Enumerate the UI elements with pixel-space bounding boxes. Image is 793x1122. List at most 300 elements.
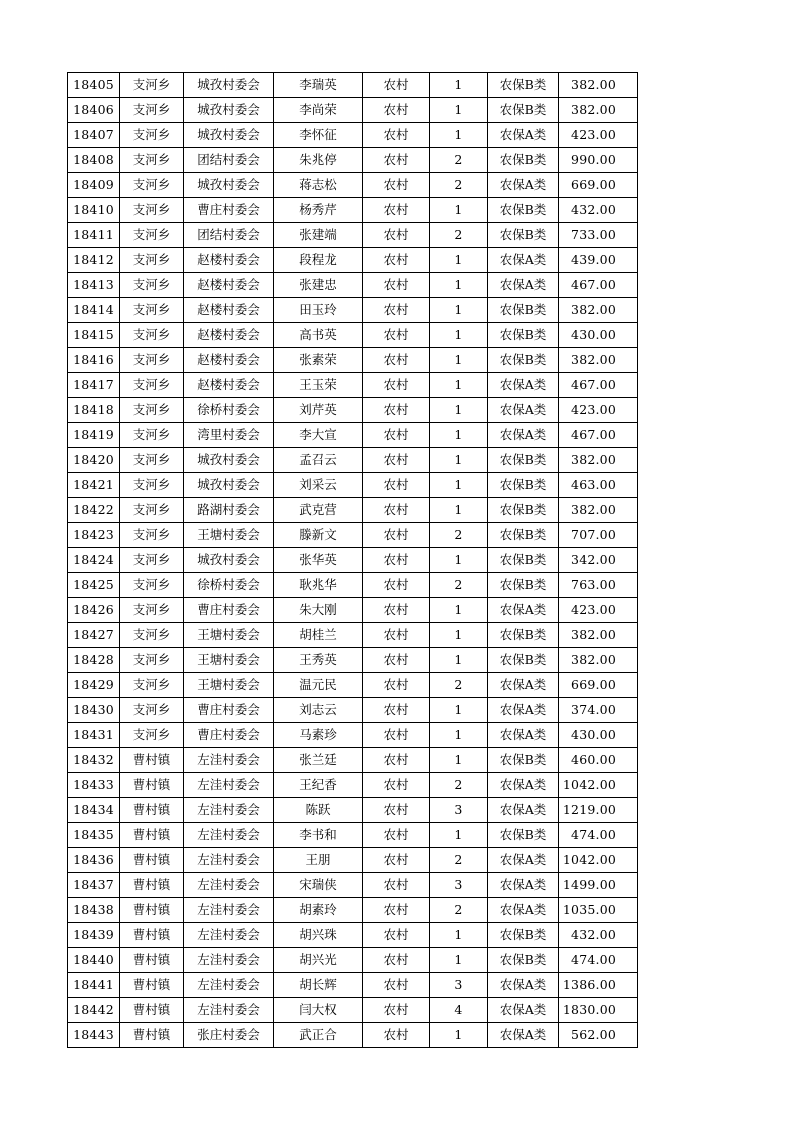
residence-type-cell: 农村 (363, 798, 430, 823)
table-row (68, 823, 638, 848)
residence-type-cell: 农村 (363, 548, 430, 573)
household-count-cell: 1 (430, 423, 488, 448)
person-name-cell: 胡兴珠 (274, 923, 363, 948)
person-name-cell: 高书英 (274, 323, 363, 348)
insurance-category-cell: 农保A类 (488, 773, 559, 798)
residence-type-cell: 农村 (363, 723, 430, 748)
record-number-cell: 18420 (68, 448, 120, 473)
residence-type-cell: 农村 (363, 948, 430, 973)
amount-cell: 463.00 (559, 473, 638, 498)
village-committee-cell: 左洼村委会 (184, 798, 274, 823)
person-name-cell: 王玉荣 (274, 373, 363, 398)
township-cell: 支河乡 (120, 398, 184, 423)
residence-type-cell: 农村 (363, 523, 430, 548)
table-row (68, 373, 638, 398)
insurance-category-cell: 农保A类 (488, 698, 559, 723)
record-number-cell: 18437 (68, 873, 120, 898)
amount-cell: 1386.00 (559, 973, 638, 998)
residence-type-cell: 农村 (363, 873, 430, 898)
township-cell: 曹村镇 (120, 798, 184, 823)
record-number-cell: 18421 (68, 473, 120, 498)
township-cell: 支河乡 (120, 473, 184, 498)
record-number-cell: 18434 (68, 798, 120, 823)
record-number-cell: 18422 (68, 498, 120, 523)
table-row (68, 648, 638, 673)
township-cell: 支河乡 (120, 73, 184, 98)
township-cell: 支河乡 (120, 548, 184, 573)
record-number-cell: 18443 (68, 1023, 120, 1048)
person-name-cell: 王朋 (274, 848, 363, 873)
household-count-cell: 1 (430, 248, 488, 273)
household-count-cell: 1 (430, 823, 488, 848)
record-number-cell: 18431 (68, 723, 120, 748)
person-name-cell: 张素荣 (274, 348, 363, 373)
household-count-cell: 1 (430, 348, 488, 373)
township-cell: 曹村镇 (120, 973, 184, 998)
insurance-category-cell: 农保A类 (488, 848, 559, 873)
table-row (68, 623, 638, 648)
person-name-cell: 李大宣 (274, 423, 363, 448)
insurance-category-cell: 农保A类 (488, 123, 559, 148)
residence-type-cell: 农村 (363, 598, 430, 623)
township-cell: 支河乡 (120, 723, 184, 748)
village-committee-cell: 王塘村委会 (184, 523, 274, 548)
person-name-cell: 马素珍 (274, 723, 363, 748)
amount-cell: 1219.00 (559, 798, 638, 823)
residence-type-cell: 农村 (363, 248, 430, 273)
record-number-cell: 18428 (68, 648, 120, 673)
residence-type-cell: 农村 (363, 223, 430, 248)
record-number-cell: 18413 (68, 273, 120, 298)
village-committee-cell: 城孜村委会 (184, 448, 274, 473)
residence-type-cell: 农村 (363, 473, 430, 498)
township-cell: 支河乡 (120, 373, 184, 398)
village-committee-cell: 徐桥村委会 (184, 573, 274, 598)
table-row (68, 173, 638, 198)
amount-cell: 1830.00 (559, 998, 638, 1023)
insurance-category-cell: 农保A类 (488, 173, 559, 198)
village-committee-cell: 赵楼村委会 (184, 323, 274, 348)
amount-cell: 763.00 (559, 573, 638, 598)
record-number-cell: 18425 (68, 573, 120, 598)
township-cell: 支河乡 (120, 673, 184, 698)
insurance-category-cell: 农保B类 (488, 548, 559, 573)
person-name-cell: 滕新文 (274, 523, 363, 548)
insurance-category-cell: 农保A类 (488, 798, 559, 823)
residence-type-cell: 农村 (363, 573, 430, 598)
village-committee-cell: 城孜村委会 (184, 73, 274, 98)
amount-cell: 467.00 (559, 273, 638, 298)
township-cell: 支河乡 (120, 298, 184, 323)
residence-type-cell: 农村 (363, 123, 430, 148)
insurance-category-cell: 农保A类 (488, 273, 559, 298)
insurance-category-cell: 农保B类 (488, 198, 559, 223)
township-cell: 支河乡 (120, 698, 184, 723)
record-number-cell: 18426 (68, 598, 120, 623)
village-committee-cell: 赵楼村委会 (184, 248, 274, 273)
residence-type-cell: 农村 (363, 848, 430, 873)
amount-cell: 423.00 (559, 123, 638, 148)
township-cell: 支河乡 (120, 498, 184, 523)
household-count-cell: 1 (430, 498, 488, 523)
village-committee-cell: 左洼村委会 (184, 998, 274, 1023)
village-committee-cell: 团结村委会 (184, 223, 274, 248)
amount-cell: 423.00 (559, 598, 638, 623)
amount-cell: 1035.00 (559, 898, 638, 923)
village-committee-cell: 左洼村委会 (184, 973, 274, 998)
household-count-cell: 3 (430, 798, 488, 823)
amount-cell: 474.00 (559, 823, 638, 848)
record-number-cell: 18432 (68, 748, 120, 773)
township-cell: 支河乡 (120, 323, 184, 348)
residence-type-cell: 农村 (363, 323, 430, 348)
insurance-category-cell: 农保B类 (488, 623, 559, 648)
person-name-cell: 耿兆华 (274, 573, 363, 598)
village-committee-cell: 城孜村委会 (184, 98, 274, 123)
village-committee-cell: 团结村委会 (184, 148, 274, 173)
household-count-cell: 1 (430, 648, 488, 673)
household-count-cell: 1 (430, 273, 488, 298)
person-name-cell: 张兰廷 (274, 748, 363, 773)
person-name-cell: 胡桂兰 (274, 623, 363, 648)
person-name-cell: 田玉玲 (274, 298, 363, 323)
household-count-cell: 2 (430, 848, 488, 873)
insurance-category-cell: 农保A类 (488, 998, 559, 1023)
amount-cell: 430.00 (559, 323, 638, 348)
table-row (68, 673, 638, 698)
insurance-category-cell: 农保A类 (488, 898, 559, 923)
household-count-cell: 3 (430, 873, 488, 898)
township-cell: 支河乡 (120, 523, 184, 548)
person-name-cell: 蒋志松 (274, 173, 363, 198)
household-count-cell: 1 (430, 123, 488, 148)
township-cell: 支河乡 (120, 173, 184, 198)
residence-type-cell: 农村 (363, 423, 430, 448)
insurance-category-cell: 农保B类 (488, 348, 559, 373)
residence-type-cell: 农村 (363, 823, 430, 848)
residence-type-cell: 农村 (363, 898, 430, 923)
household-count-cell: 3 (430, 973, 488, 998)
person-name-cell: 胡长辉 (274, 973, 363, 998)
table-row (68, 1023, 638, 1048)
table-row (68, 473, 638, 498)
village-committee-cell: 王塘村委会 (184, 673, 274, 698)
person-name-cell: 张华英 (274, 548, 363, 573)
record-number-cell: 18408 (68, 148, 120, 173)
insurance-category-cell: 农保B类 (488, 148, 559, 173)
township-cell: 支河乡 (120, 423, 184, 448)
table-row (68, 273, 638, 298)
village-committee-cell: 左洼村委会 (184, 848, 274, 873)
amount-cell: 669.00 (559, 673, 638, 698)
insurance-category-cell: 农保A类 (488, 873, 559, 898)
amount-cell: 467.00 (559, 373, 638, 398)
insurance-category-cell: 农保A类 (488, 423, 559, 448)
residence-type-cell: 农村 (363, 298, 430, 323)
amount-cell: 439.00 (559, 248, 638, 273)
amount-cell: 1499.00 (559, 873, 638, 898)
household-count-cell: 1 (430, 398, 488, 423)
insurance-category-cell: 农保A类 (488, 1023, 559, 1048)
household-count-cell: 1 (430, 723, 488, 748)
amount-cell: 669.00 (559, 173, 638, 198)
household-count-cell: 1 (430, 323, 488, 348)
household-count-cell: 4 (430, 998, 488, 1023)
record-number-cell: 18419 (68, 423, 120, 448)
household-count-cell: 2 (430, 673, 488, 698)
person-name-cell: 胡兴光 (274, 948, 363, 973)
village-committee-cell: 赵楼村委会 (184, 348, 274, 373)
amount-cell: 342.00 (559, 548, 638, 573)
record-number-cell: 18418 (68, 398, 120, 423)
person-name-cell: 朱兆停 (274, 148, 363, 173)
household-count-cell: 1 (430, 548, 488, 573)
township-cell: 支河乡 (120, 273, 184, 298)
residence-type-cell: 农村 (363, 648, 430, 673)
table-row (68, 798, 638, 823)
record-number-cell: 18439 (68, 923, 120, 948)
residence-type-cell: 农村 (363, 273, 430, 298)
person-name-cell: 杨秀芹 (274, 198, 363, 223)
insurance-category-cell: 农保B类 (488, 748, 559, 773)
table-row (68, 498, 638, 523)
record-number-cell: 18442 (68, 998, 120, 1023)
household-count-cell: 1 (430, 948, 488, 973)
table-row (68, 873, 638, 898)
village-committee-cell: 赵楼村委会 (184, 373, 274, 398)
household-count-cell: 2 (430, 773, 488, 798)
record-number-cell: 18436 (68, 848, 120, 873)
amount-cell: 432.00 (559, 923, 638, 948)
household-count-cell: 1 (430, 1023, 488, 1048)
household-count-cell: 1 (430, 98, 488, 123)
record-number-cell: 18412 (68, 248, 120, 273)
township-cell: 曹村镇 (120, 823, 184, 848)
insurance-category-cell: 农保B类 (488, 448, 559, 473)
township-cell: 支河乡 (120, 448, 184, 473)
household-count-cell: 1 (430, 298, 488, 323)
table-row (68, 423, 638, 448)
person-name-cell: 段程龙 (274, 248, 363, 273)
table-row (68, 973, 638, 998)
insurance-category-cell: 农保B类 (488, 498, 559, 523)
table-row (68, 698, 638, 723)
household-count-cell: 1 (430, 598, 488, 623)
township-cell: 曹村镇 (120, 748, 184, 773)
amount-cell: 1042.00 (559, 848, 638, 873)
amount-cell: 374.00 (559, 698, 638, 723)
insurance-category-cell: 农保B类 (488, 73, 559, 98)
amount-cell: 430.00 (559, 723, 638, 748)
insurance-category-cell: 农保B类 (488, 948, 559, 973)
amount-cell: 467.00 (559, 423, 638, 448)
household-count-cell: 1 (430, 73, 488, 98)
insurance-category-cell: 农保B类 (488, 573, 559, 598)
household-count-cell: 2 (430, 573, 488, 598)
table-row (68, 948, 638, 973)
table-row (68, 548, 638, 573)
record-number-cell: 18414 (68, 298, 120, 323)
insurance-category-cell: 农保A类 (488, 598, 559, 623)
township-cell: 曹村镇 (120, 848, 184, 873)
insurance-category-cell: 农保B类 (488, 823, 559, 848)
residence-type-cell: 农村 (363, 448, 430, 473)
record-number-cell: 18411 (68, 223, 120, 248)
roster-body (68, 73, 638, 1048)
village-committee-cell: 曹庄村委会 (184, 698, 274, 723)
village-committee-cell: 路湖村委会 (184, 498, 274, 523)
household-count-cell: 1 (430, 198, 488, 223)
record-number-cell: 18415 (68, 323, 120, 348)
village-committee-cell: 曹庄村委会 (184, 598, 274, 623)
table-row (68, 398, 638, 423)
township-cell: 支河乡 (120, 223, 184, 248)
person-name-cell: 闫大权 (274, 998, 363, 1023)
amount-cell: 382.00 (559, 348, 638, 373)
village-committee-cell: 左洼村委会 (184, 898, 274, 923)
person-name-cell: 朱大刚 (274, 598, 363, 623)
residence-type-cell: 农村 (363, 73, 430, 98)
table-row (68, 348, 638, 373)
township-cell: 支河乡 (120, 623, 184, 648)
household-count-cell: 2 (430, 523, 488, 548)
amount-cell: 423.00 (559, 398, 638, 423)
township-cell: 曹村镇 (120, 773, 184, 798)
record-number-cell: 18424 (68, 548, 120, 573)
household-count-cell: 1 (430, 373, 488, 398)
amount-cell: 707.00 (559, 523, 638, 548)
amount-cell: 382.00 (559, 73, 638, 98)
village-committee-cell: 张庄村委会 (184, 1023, 274, 1048)
village-committee-cell: 曹庄村委会 (184, 723, 274, 748)
residence-type-cell: 农村 (363, 773, 430, 798)
record-number-cell: 18427 (68, 623, 120, 648)
township-cell: 曹村镇 (120, 873, 184, 898)
insurance-category-cell: 农保B类 (488, 223, 559, 248)
village-committee-cell: 城孜村委会 (184, 173, 274, 198)
record-number-cell: 18409 (68, 173, 120, 198)
insurance-category-cell: 农保A类 (488, 248, 559, 273)
record-number-cell: 18416 (68, 348, 120, 373)
residence-type-cell: 农村 (363, 673, 430, 698)
household-count-cell: 1 (430, 448, 488, 473)
insurance-category-cell: 农保B类 (488, 298, 559, 323)
household-count-cell: 1 (430, 748, 488, 773)
amount-cell: 382.00 (559, 648, 638, 673)
amount-cell: 562.00 (559, 1023, 638, 1048)
township-cell: 支河乡 (120, 598, 184, 623)
table-row (68, 148, 638, 173)
record-number-cell: 18441 (68, 973, 120, 998)
village-committee-cell: 城孜村委会 (184, 548, 274, 573)
residence-type-cell: 农村 (363, 998, 430, 1023)
record-number-cell: 18429 (68, 673, 120, 698)
table-row (68, 248, 638, 273)
person-name-cell: 李怀征 (274, 123, 363, 148)
record-number-cell: 18438 (68, 898, 120, 923)
village-committee-cell: 湾里村委会 (184, 423, 274, 448)
township-cell: 支河乡 (120, 648, 184, 673)
residence-type-cell: 农村 (363, 923, 430, 948)
table-row (68, 723, 638, 748)
person-name-cell: 陈跃 (274, 798, 363, 823)
table-row (68, 598, 638, 623)
person-name-cell: 胡素玲 (274, 898, 363, 923)
village-committee-cell: 徐桥村委会 (184, 398, 274, 423)
village-committee-cell: 曹庄村委会 (184, 198, 274, 223)
residence-type-cell: 农村 (363, 198, 430, 223)
village-committee-cell: 左洼村委会 (184, 948, 274, 973)
amount-cell: 474.00 (559, 948, 638, 973)
insurance-category-cell: 农保A类 (488, 973, 559, 998)
residence-type-cell: 农村 (363, 698, 430, 723)
amount-cell: 382.00 (559, 448, 638, 473)
person-name-cell: 刘采云 (274, 473, 363, 498)
person-name-cell: 刘芹英 (274, 398, 363, 423)
residence-type-cell: 农村 (363, 98, 430, 123)
table-row (68, 448, 638, 473)
village-committee-cell: 左洼村委会 (184, 873, 274, 898)
amount-cell: 432.00 (559, 198, 638, 223)
record-number-cell: 18433 (68, 773, 120, 798)
township-cell: 支河乡 (120, 348, 184, 373)
table-row (68, 198, 638, 223)
village-committee-cell: 左洼村委会 (184, 923, 274, 948)
household-count-cell: 1 (430, 473, 488, 498)
village-committee-cell: 左洼村委会 (184, 773, 274, 798)
table-row (68, 523, 638, 548)
person-name-cell: 温元民 (274, 673, 363, 698)
amount-cell: 382.00 (559, 98, 638, 123)
residence-type-cell: 农村 (363, 498, 430, 523)
residence-type-cell: 农村 (363, 748, 430, 773)
person-name-cell: 王纪香 (274, 773, 363, 798)
table-row (68, 773, 638, 798)
assistance-roster-table (67, 72, 638, 1048)
amount-cell: 382.00 (559, 623, 638, 648)
household-count-cell: 1 (430, 923, 488, 948)
village-committee-cell: 城孜村委会 (184, 123, 274, 148)
insurance-category-cell: 农保A类 (488, 398, 559, 423)
township-cell: 支河乡 (120, 98, 184, 123)
residence-type-cell: 农村 (363, 973, 430, 998)
residence-type-cell: 农村 (363, 623, 430, 648)
record-number-cell: 18407 (68, 123, 120, 148)
residence-type-cell: 农村 (363, 173, 430, 198)
household-count-cell: 1 (430, 623, 488, 648)
record-number-cell: 18435 (68, 823, 120, 848)
table-row (68, 323, 638, 348)
village-committee-cell: 赵楼村委会 (184, 298, 274, 323)
table-row (68, 73, 638, 98)
person-name-cell: 武克营 (274, 498, 363, 523)
table-row (68, 998, 638, 1023)
person-name-cell: 李瑞英 (274, 73, 363, 98)
township-cell: 支河乡 (120, 123, 184, 148)
record-number-cell: 18406 (68, 98, 120, 123)
table-row (68, 98, 638, 123)
person-name-cell: 张建端 (274, 223, 363, 248)
record-number-cell: 18430 (68, 698, 120, 723)
table-row (68, 573, 638, 598)
household-count-cell: 2 (430, 148, 488, 173)
person-name-cell: 孟召云 (274, 448, 363, 473)
village-committee-cell: 左洼村委会 (184, 748, 274, 773)
residence-type-cell: 农村 (363, 1023, 430, 1048)
person-name-cell: 张建忠 (274, 273, 363, 298)
village-committee-cell: 城孜村委会 (184, 473, 274, 498)
residence-type-cell: 农村 (363, 373, 430, 398)
